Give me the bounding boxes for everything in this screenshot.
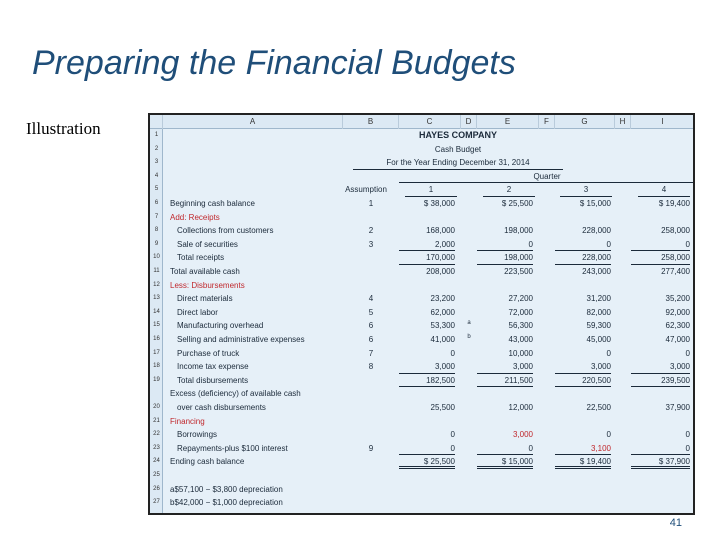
q2-cell: 56,300 <box>508 321 533 331</box>
row-number[interactable]: 8 <box>154 227 159 234</box>
q3-cell: 59,300 <box>586 321 611 331</box>
q4-cell: 0 <box>631 442 690 456</box>
column-header-e[interactable]: E <box>477 115 539 129</box>
row-label: Direct labor <box>177 307 218 317</box>
table-row <box>150 238 695 252</box>
row-label: Total available cash <box>170 267 240 276</box>
row-number[interactable]: 5 <box>154 186 159 193</box>
row-label: Sale of securities <box>177 239 238 249</box>
table-row <box>150 415 695 429</box>
assumption-cell: 4 <box>368 294 374 304</box>
table-row <box>150 292 695 306</box>
q2-cell: 223,500 <box>504 267 533 276</box>
assumption-cell: 9 <box>368 443 374 453</box>
q2-cell: 0 <box>477 442 533 456</box>
q2-cell: 198,000 <box>504 226 533 236</box>
row-number[interactable]: 9 <box>154 240 159 247</box>
q2-cell: 12,000 <box>508 403 533 412</box>
q4-cell: 47,000 <box>665 335 690 344</box>
row-label: Purchase of truck <box>177 348 240 358</box>
row-number[interactable]: 1 <box>154 132 159 138</box>
q3-cell: 22,500 <box>586 403 611 412</box>
table-row <box>150 265 695 279</box>
table-row <box>150 333 695 347</box>
row-number[interactable]: 4 <box>154 172 159 179</box>
assumption-cell: 6 <box>368 335 374 344</box>
q2-cell: 3,000 <box>477 360 533 374</box>
quarter-header: Quarter <box>399 170 695 184</box>
column-header-c[interactable]: C <box>399 115 461 129</box>
q4-cell: 0 <box>685 430 690 440</box>
q2-cell: 0 <box>477 238 533 252</box>
report-name: Cash Budget <box>434 144 482 154</box>
assumption-cell: 6 <box>368 321 374 331</box>
row-number[interactable]: 10 <box>153 254 160 261</box>
report-period: For the Year Ending December 31, 2014 <box>353 156 563 170</box>
row-number[interactable]: 26 <box>153 485 160 492</box>
q4-cell: 62,300 <box>665 321 690 331</box>
q1-cell: 170,000 <box>399 251 455 265</box>
column-header-row <box>150 115 693 129</box>
row-number[interactable]: 2 <box>154 145 159 152</box>
table-row <box>150 401 695 415</box>
section-label: Less: Disbursements <box>170 280 245 290</box>
table-row <box>150 428 695 442</box>
table-row <box>150 347 695 361</box>
assumption-cell: 5 <box>368 307 374 317</box>
table-row <box>150 469 695 483</box>
row-label: Collections from customers <box>177 226 274 236</box>
assumption-cell: 7 <box>368 348 374 358</box>
q1-cell: 0 <box>450 430 455 440</box>
table-row <box>150 183 695 197</box>
row-label: over cash disbursements <box>177 403 266 412</box>
row-number[interactable]: 20 <box>153 404 160 410</box>
q1-cell: 25,500 <box>430 403 455 412</box>
quarter-3-header: 3 <box>560 183 612 197</box>
row-label: Excess (deficiency) of available cash <box>170 389 301 399</box>
row-label: Selling and administrative expenses <box>177 335 305 344</box>
q3-cell: 31,200 <box>586 294 611 304</box>
q1-cell: $ 38,000 <box>423 199 455 208</box>
column-header-i[interactable]: I <box>631 115 695 129</box>
table-row <box>150 170 695 184</box>
row-number[interactable]: 16 <box>153 336 160 342</box>
page-number: 41 <box>669 517 682 529</box>
row-label: Repayments-plus $100 interest <box>177 443 288 453</box>
slide-title: Preparing the Financial Budgets <box>32 44 516 82</box>
q2-cell: 198,000 <box>477 251 533 265</box>
table-row <box>150 197 695 211</box>
quarter-4-header: 4 <box>638 183 690 197</box>
row-number[interactable]: 25 <box>153 472 160 478</box>
row-number[interactable]: 3 <box>154 159 159 166</box>
q3-cell: 0 <box>606 348 611 358</box>
row-number[interactable]: 6 <box>154 200 159 206</box>
row-label: Manufacturing overhead <box>177 321 264 331</box>
table-row <box>150 129 695 143</box>
q3-cell: 3,100 <box>555 442 611 456</box>
q4-cell: 0 <box>685 348 690 358</box>
table-row <box>150 306 695 320</box>
row-number[interactable]: 17 <box>153 349 160 356</box>
row-number[interactable]: 27 <box>153 499 160 506</box>
row-label: Income tax expense <box>177 362 249 372</box>
q1-cell: 168,000 <box>426 226 455 236</box>
illustration-label: Illustration <box>26 119 101 138</box>
row-number[interactable]: 14 <box>153 308 160 315</box>
q2-cell: $ 15,000 <box>477 455 533 469</box>
q1-cell: 208,000 <box>426 267 455 276</box>
table-row <box>150 442 695 456</box>
footnote-marker: a <box>467 320 471 327</box>
q1-cell: 2,000 <box>399 238 455 252</box>
table-row <box>150 387 695 401</box>
q1-cell: 23,200 <box>430 294 455 304</box>
q3-cell: 228,000 <box>555 251 611 265</box>
q3-cell: 0 <box>606 430 611 440</box>
q4-cell: 3,000 <box>631 360 690 374</box>
q4-cell: 239,500 <box>631 374 690 388</box>
q3-cell: 228,000 <box>582 226 611 236</box>
table-row <box>150 143 695 157</box>
q4-cell: $ 19,400 <box>658 199 690 208</box>
q2-cell: 43,000 <box>508 335 533 344</box>
footnote-b: b$42,000 − $1,000 depreciation <box>170 498 283 508</box>
assumption-cell: 2 <box>368 226 374 236</box>
section-label: Add: Receipts <box>170 212 220 222</box>
q2-cell: 10,000 <box>508 348 533 358</box>
assumption-header: Assumption <box>345 185 387 195</box>
q2-cell: $ 25,500 <box>501 199 533 208</box>
q3-cell: 220,500 <box>555 374 611 388</box>
q1-cell: 0 <box>450 348 455 358</box>
q3-cell: 0 <box>555 238 611 252</box>
spreadsheet <box>148 113 695 515</box>
quarter-2-header: 2 <box>483 183 535 197</box>
table-row <box>150 156 695 170</box>
row-number[interactable]: 11 <box>153 268 160 274</box>
table-row <box>150 374 695 388</box>
assumption-cell: 8 <box>368 362 374 372</box>
q1-cell: 62,000 <box>430 307 455 317</box>
q4-cell: $ 37,900 <box>631 455 690 469</box>
column-header-a[interactable]: A <box>163 115 343 129</box>
row-number[interactable]: 19 <box>153 376 160 383</box>
q3-cell: $ 15,000 <box>579 199 611 208</box>
q4-cell: 277,400 <box>661 267 690 276</box>
section-label: Financing <box>170 416 205 426</box>
q2-cell: 72,000 <box>508 307 533 317</box>
company-name: HAYES COMPANY <box>418 130 498 140</box>
q4-cell: 35,200 <box>665 294 690 304</box>
q2-cell: 211,500 <box>477 374 533 388</box>
assumption-cell: 3 <box>368 239 374 249</box>
q1-cell: 3,000 <box>399 360 455 374</box>
assumption-cell: 1 <box>368 199 374 208</box>
row-number[interactable]: 15 <box>153 322 160 329</box>
q2-cell: 3,000 <box>512 430 533 440</box>
table-row <box>150 360 695 374</box>
row-label: Direct materials <box>177 294 233 304</box>
q1-cell: 41,000 <box>430 335 455 344</box>
row-number[interactable]: 23 <box>153 444 160 451</box>
q4-cell: 258,000 <box>661 226 690 236</box>
row-number[interactable]: 7 <box>154 213 159 220</box>
row-number[interactable]: 21 <box>153 417 160 424</box>
row-number[interactable]: 22 <box>153 431 160 438</box>
quarter-1-header: 1 <box>405 183 457 197</box>
table-row <box>150 483 695 497</box>
q4-cell: 37,900 <box>665 403 690 412</box>
table-row <box>150 211 695 225</box>
row-label: Beginning cash balance <box>170 199 255 208</box>
column-header-b[interactable]: B <box>343 115 399 129</box>
row-label: Borrowings <box>177 430 218 440</box>
q2-cell: 27,200 <box>508 294 533 304</box>
q3-cell: 82,000 <box>586 307 611 317</box>
column-header-f[interactable]: F <box>539 115 555 129</box>
row-number[interactable]: 24 <box>153 458 160 465</box>
q4-cell: 0 <box>631 238 690 252</box>
table-row <box>150 279 695 293</box>
table-row <box>150 455 695 469</box>
table-row <box>150 251 695 265</box>
column-header-h[interactable]: H <box>615 115 631 129</box>
corner-cell[interactable] <box>150 115 163 129</box>
table-row <box>150 224 695 238</box>
q3-cell: 3,000 <box>555 360 611 374</box>
q4-cell: 92,000 <box>665 307 690 317</box>
row-label: Total receipts <box>177 253 225 263</box>
q3-cell: 45,000 <box>586 335 611 344</box>
table-row <box>150 319 695 333</box>
footnote-marker: b <box>467 334 471 340</box>
column-header-d[interactable]: D <box>461 115 477 129</box>
table-row <box>150 496 695 510</box>
row-label: Ending cash balance <box>170 457 245 467</box>
q1-cell: 0 <box>399 442 455 456</box>
row-number[interactable]: 12 <box>153 281 160 288</box>
row-number[interactable]: 13 <box>153 295 160 302</box>
q1-cell: 182,500 <box>399 374 455 388</box>
q3-cell: 243,000 <box>582 267 611 276</box>
column-header-g[interactable]: G <box>555 115 615 129</box>
q1-cell: $ 25,500 <box>399 455 455 469</box>
q3-cell: $ 19,400 <box>555 455 611 469</box>
row-number[interactable]: 18 <box>153 363 160 370</box>
q1-cell: 53,300 <box>430 321 455 331</box>
row-label: Total disbursements <box>177 375 249 385</box>
q4-cell: 258,000 <box>631 251 690 265</box>
footnote-a: a$57,100 − $3,800 depreciation <box>170 484 283 494</box>
